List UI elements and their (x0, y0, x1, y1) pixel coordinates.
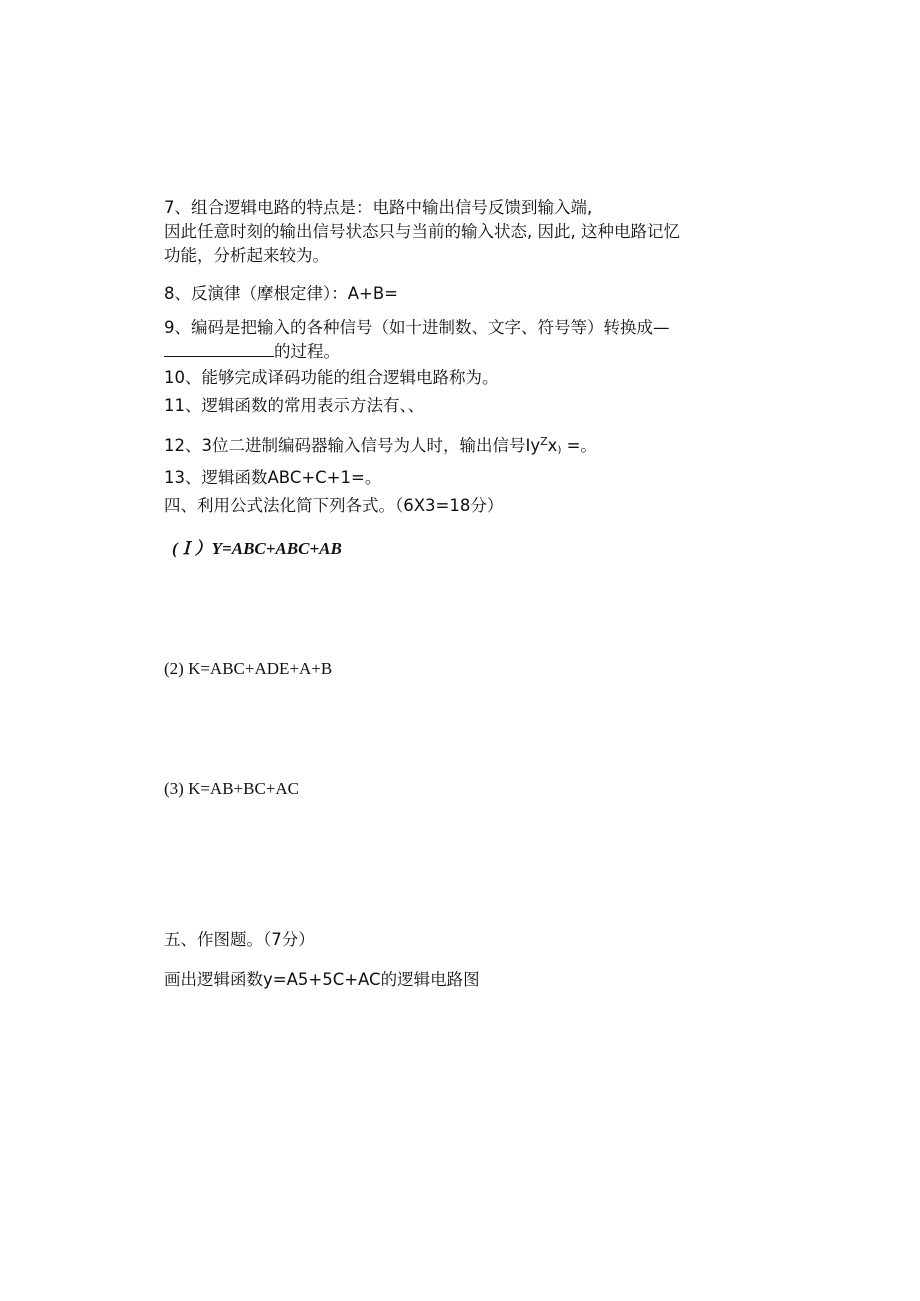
question-8: 8、反演律（摩根定律）：A+B= (164, 284, 399, 303)
question-12-sup: Z (540, 435, 548, 448)
question-11: 11、逻辑函数的常用表示方法有、、 (164, 396, 425, 415)
question-7-line-2: 因此任意时刻的输出信号状态只与当前的输入状态, 因此, 这种电路记忆 (164, 222, 680, 241)
question-12-mid: x (547, 436, 558, 455)
question-9-line-2 (164, 340, 340, 364)
question-12-tail: =。 (561, 436, 597, 455)
section-4-item-1: (Ｉ）Y=ABC+ABC+AB (172, 539, 342, 558)
section-5-title: 五、作图题。（7分） (164, 930, 315, 949)
section-4-item-3: (3) K=AB+BC+AC (164, 779, 300, 798)
question-12-text: 12、3位二进制编码器输入信号为人时，输出信号Iy (164, 436, 541, 455)
question-7-line-3: 功能，分析起来较为。 (164, 246, 329, 265)
section-4-item-2: (2) K=ABC+ADE+A+B (164, 659, 333, 678)
question-10: 10、能够完成译码功能的组合逻辑电路称为。 (164, 368, 499, 387)
question-12-sub: ) (557, 445, 562, 456)
section-4-title: 四、利用公式法化简下列各式。（6X3=18分） (164, 496, 504, 515)
answer-blank (164, 340, 274, 357)
section-5-prompt: 画出逻辑函数y=A5+5C+AC的逻辑电路图 (164, 970, 480, 989)
question-7-line-1: 7、组合逻辑电路的特点是：电路中输出信号反馈到输入端, (164, 198, 593, 217)
question-9-tail: 的过程。 (274, 342, 340, 361)
question-9-line-1: 9、编码是把输入的各种信号（如十进制数、文字、符号等）转换成— (164, 318, 670, 337)
question-13: 13、逻辑函数ABC+C+1=。 (164, 468, 382, 487)
question-12 (164, 430, 597, 463)
